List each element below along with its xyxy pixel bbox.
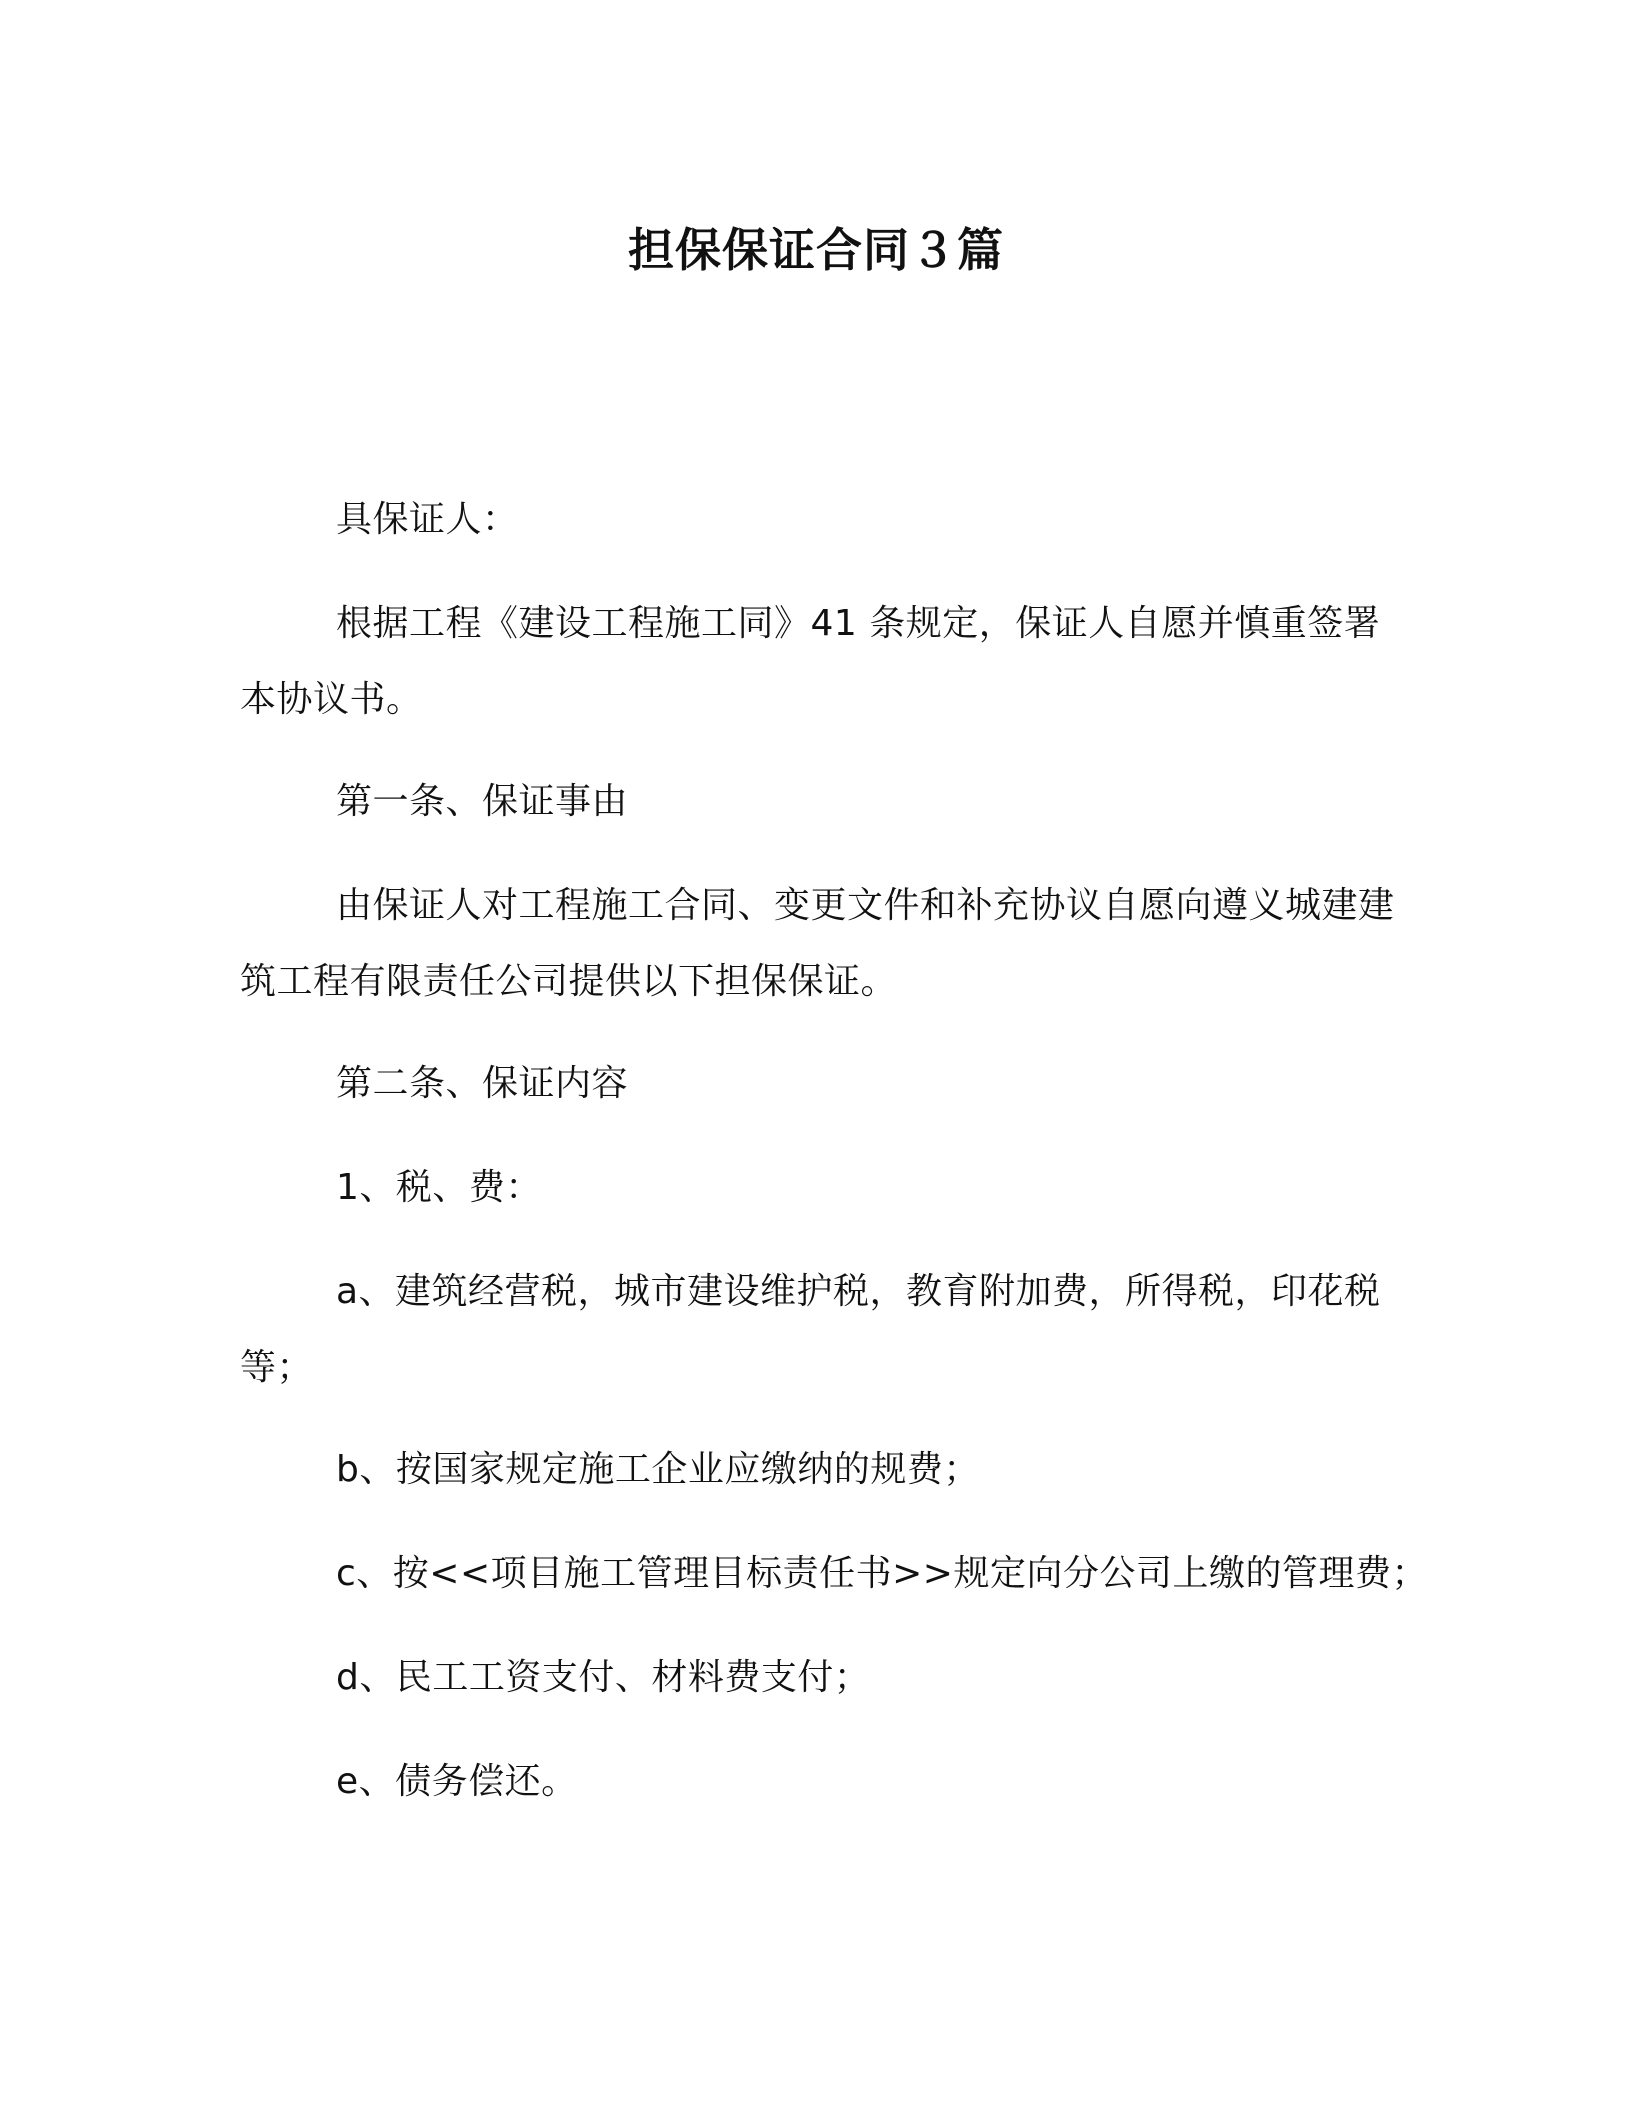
- paragraph-item-a: a、建筑经营税，城市建设维护税，教育附加费，所得税，印花税等；: [240, 1271, 1381, 1388]
- paragraph-article-2-heading: 第二条、保证内容: [336, 1063, 629, 1104]
- paragraph-article-1-heading: 第一条、保证事由: [336, 781, 629, 822]
- document-title: 担保保证合同３篇: [628, 223, 1004, 277]
- paragraph-item-e: e、债务偿还。: [336, 1761, 578, 1802]
- paragraph-item-c: c、按<<项目施工管理目标责任书>>规定向分公司上缴的管理费；: [336, 1553, 1428, 1594]
- paragraph-item-b: b、按国家规定施工企业应缴纳的规费；: [336, 1449, 980, 1490]
- paragraph-guarantor: 具保证人：: [336, 499, 519, 540]
- paragraph-item-d: d、民工工资支付、材料费支付；: [336, 1657, 871, 1698]
- paragraph-item-1: 1、税、费：: [336, 1167, 542, 1208]
- paragraph-basis: 根据工程《建设工程施工同》41 条规定，保证人自愿并慎重签署本协议书。: [240, 603, 1381, 720]
- paragraph-article-1-body: 由保证人对工程施工合同、变更文件和补充协议自愿向遵义城建建筑工程有限责任公司提供以下担保保证。: [240, 885, 1395, 1002]
